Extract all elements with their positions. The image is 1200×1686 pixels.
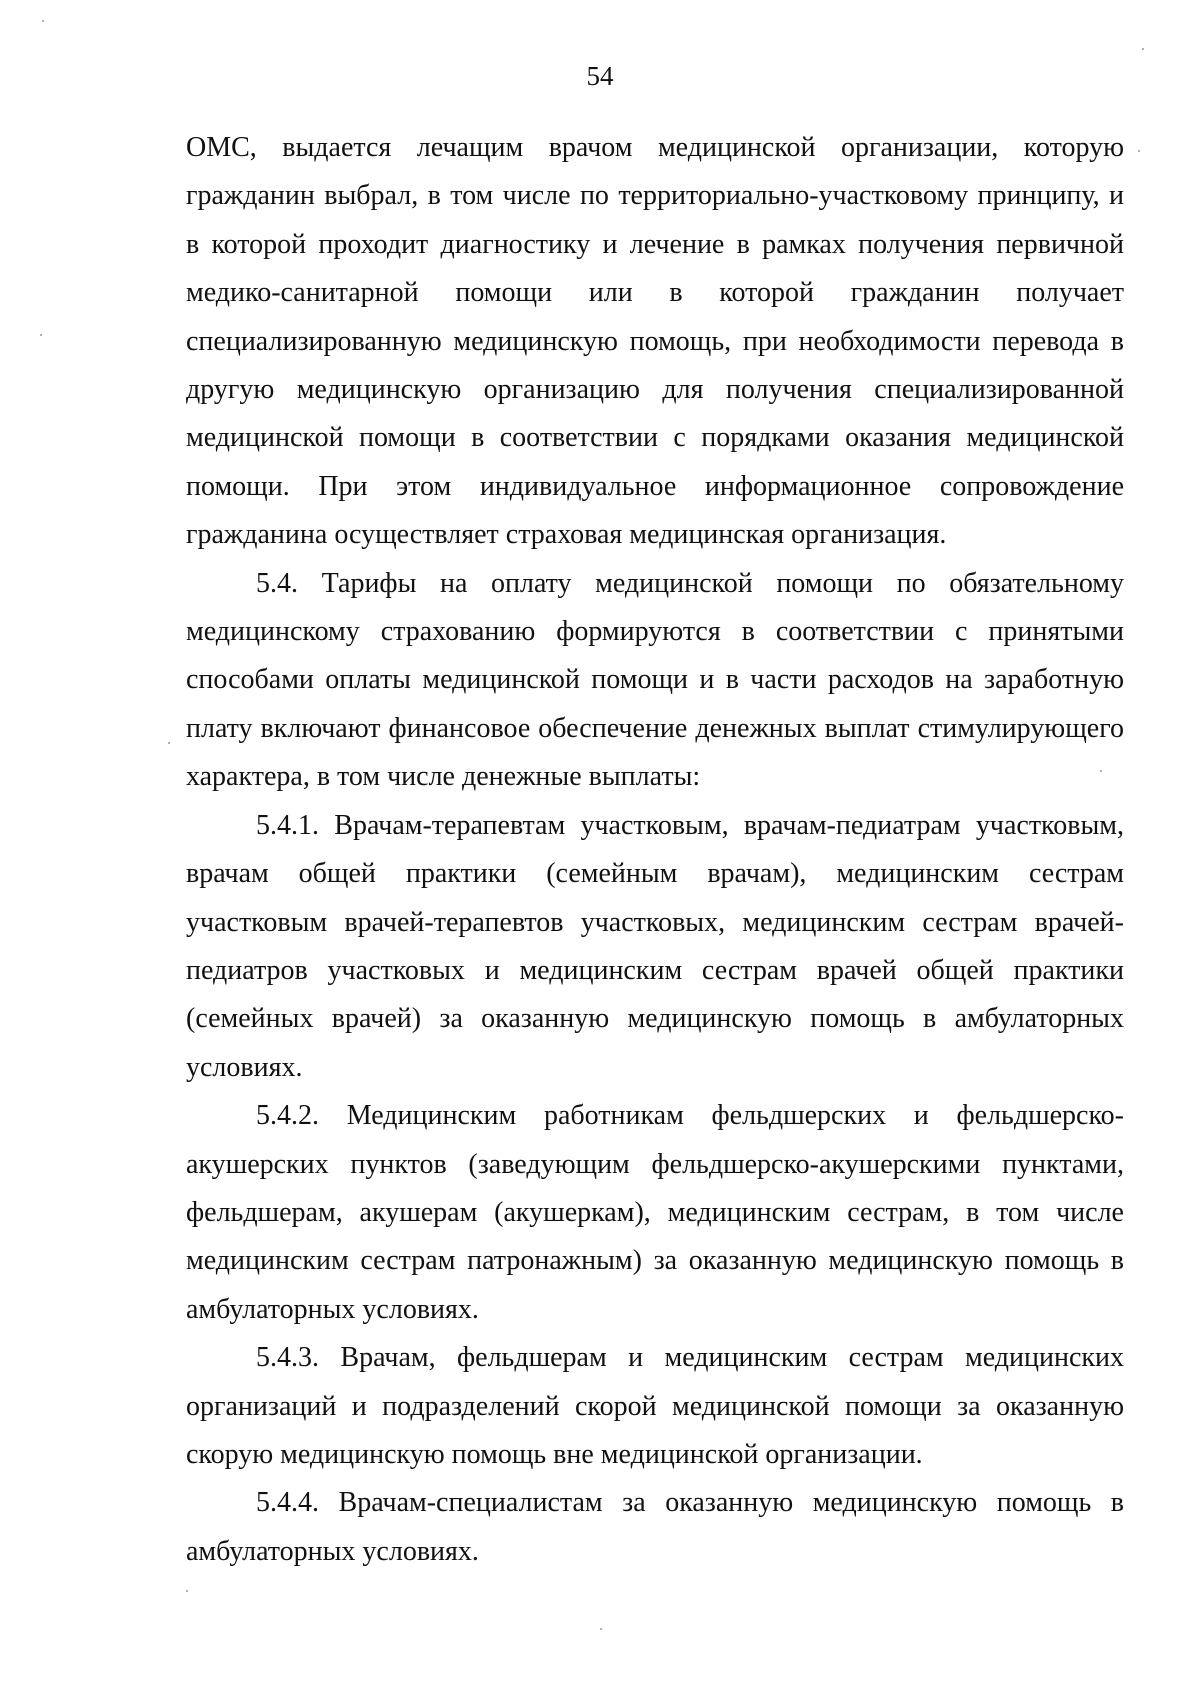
paragraph-5-4-2: 5.4.2. Медицинским работникам фельдшерских и фельдшерско-акушерских пунктов (заведующим фельдшерско-акушерскими пунктами, фельдшерам, акушерам (акушеркам), медицинским сестрам, в том числе медицинским сестрам патронажным) за оказанную медицинскую помощь в амбулаторных условиях.	[186, 1100, 1124, 1325]
scan-speck	[40, 334, 42, 336]
document-body	[186, 124, 1124, 1576]
paragraph-5-4: 5.4. Тарифы на оплату медицинской помощи по обязательному медицинскому страхованию формируются в соответствии с принятыми способами оплаты медицинской помощи и в части расходов на заработную плату включают финансовое обеспечение денежных выплат стимулирующего характера, в том числе денежные выплаты:	[186, 567, 1124, 793]
paragraph-5-4-3: 5.4.3. Врачам, фельдшерам и медицинским сестрам медицинских организаций и подразделений скорой медицинской помощи за оказанную скорую медицинскую помощь вне медицинской организации.	[186, 1342, 1124, 1470]
scan-speck	[1138, 150, 1140, 152]
paragraph-5-4-4: 5.4.4. Врачам-специалистам за оказанную медицинскую помощь в амбулаторных условиях.	[186, 1487, 1124, 1567]
page-number: 54	[586, 61, 614, 91]
scan-speck	[168, 742, 170, 744]
paragraph-oms-continuation: ОМС, выдается лечащим врачом медицинской организации, которую гражданин выбрал, в том числе по территориально-участковому принципу, и в которой проходит диагностику и лечение в рамках получения первичной медико-санитарной помощи или в которой гражданин получает специализированную медицинскую помощь, при необходимости перевода в другую медицинскую организацию для получения специализированной медицинской помощи в соответствии с порядками оказания медицинской помощи. При этом индивидуальное информационное сопровождение гражданина осуществляет страховая медицинская организация.	[186, 132, 1124, 551]
scan-speck	[1142, 48, 1144, 50]
paragraph-5-4-1: 5.4.1. Врачам-терапевтам участковым, врачам-педиатрам участковым, врачам общей практики (семейным врачам), медицинским сестрам участковым врачей-терапевтов участковых, медицинским сестрам врачей-педиатров участковых и медицинским сестрам врачей общей практики (семейных врачей) за оказанную медицинскую помощь в амбулаторных условиях.	[186, 809, 1124, 1083]
scan-speck	[1100, 770, 1102, 772]
scan-speck	[600, 1628, 602, 1630]
scan-speck	[42, 20, 44, 22]
scan-speck	[186, 1590, 188, 1592]
